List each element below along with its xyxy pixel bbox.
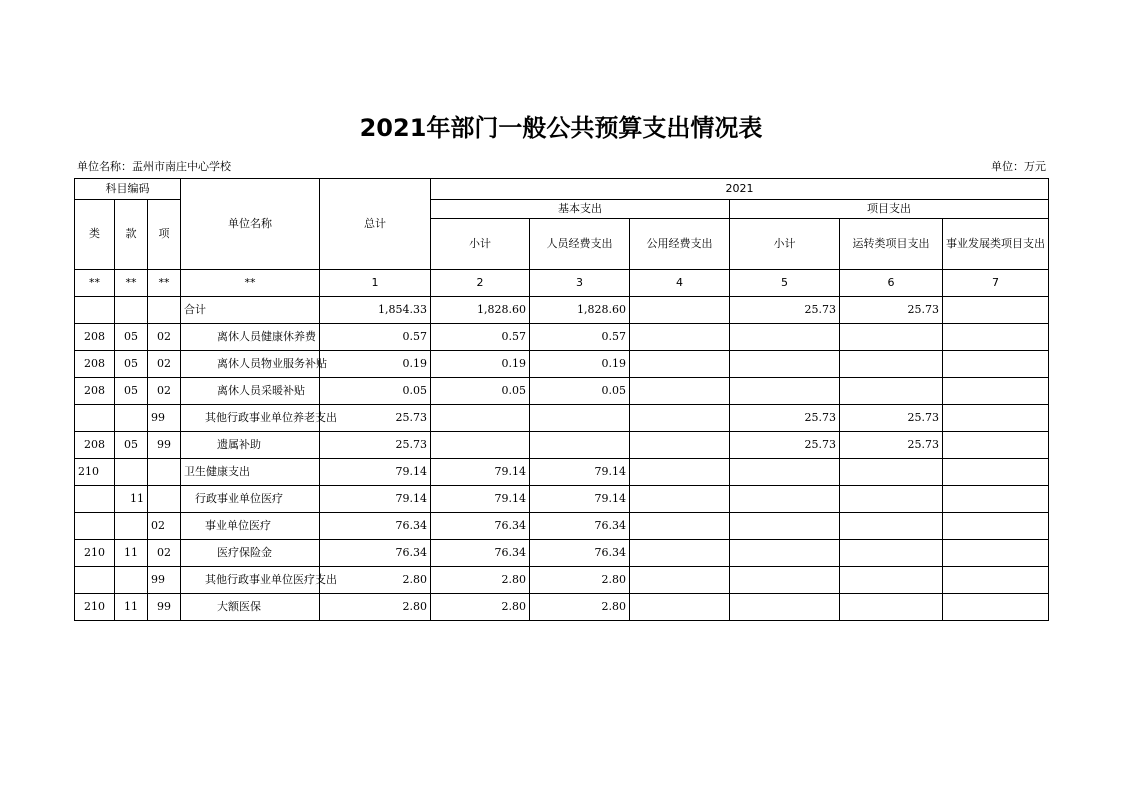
total-header: 总计 (320, 179, 431, 270)
public-cell (630, 594, 730, 621)
year-header: 2021 (431, 179, 1049, 200)
development-cell (943, 594, 1049, 621)
total-cell: 79.14 (320, 486, 431, 513)
table-row (75, 324, 1049, 351)
personnel-cell (530, 432, 630, 459)
total-cell: 0.57 (320, 324, 431, 351)
table-row (75, 567, 1049, 594)
project-expense-header: 项目支出 (730, 200, 1049, 219)
project-subtotal-cell: 25.73 (730, 297, 840, 324)
item-name-cell: 其他行政事业单位养老支出 (181, 405, 320, 432)
operation-cell (840, 351, 943, 378)
basic-subtotal-cell: 79.14 (431, 486, 530, 513)
table-row (75, 432, 1049, 459)
public-cell (630, 567, 730, 594)
code-row (75, 270, 1049, 297)
personnel-header: 人员经费支出 (530, 219, 630, 270)
basic-subtotal-cell: 2.80 (431, 567, 530, 594)
code-cell: ** (181, 270, 320, 297)
personnel-cell: 76.34 (530, 513, 630, 540)
total-cell: 2.80 (320, 594, 431, 621)
kuan-cell: 05 (115, 378, 148, 405)
unit-label: 单位：万元 (991, 160, 1046, 173)
code-cell: 7 (943, 270, 1049, 297)
lei-cell: 210 (75, 459, 115, 486)
total-cell: 25.73 (320, 432, 431, 459)
development-header: 事业发展类项目支出 (943, 219, 1049, 270)
lei-cell: 208 (75, 432, 115, 459)
lei-cell: 208 (75, 378, 115, 405)
basic-subtotal-cell: 0.05 (431, 378, 530, 405)
project-subtotal-cell (730, 378, 840, 405)
personnel-cell: 0.57 (530, 324, 630, 351)
xiang-cell: 02 (148, 324, 181, 351)
operation-cell (840, 567, 943, 594)
table-row (75, 486, 1049, 513)
item-name-cell: 事业单位医疗 (181, 513, 320, 540)
item-name-cell: 合计 (181, 297, 320, 324)
personnel-cell: 2.80 (530, 567, 630, 594)
total-cell: 1,854.33 (320, 297, 431, 324)
development-cell (943, 513, 1049, 540)
basic-subtotal-cell: 76.34 (431, 513, 530, 540)
project-subtotal-header: 小计 (730, 219, 840, 270)
kuan-cell: 05 (115, 351, 148, 378)
code-cell: 3 (530, 270, 630, 297)
basic-subtotal-cell (431, 405, 530, 432)
kuan-cell (115, 459, 148, 486)
operation-cell (840, 459, 943, 486)
kuan-header: 款 (115, 200, 148, 270)
total-cell: 0.05 (320, 378, 431, 405)
item-name-cell: 离休人员物业服务补贴 (181, 351, 320, 378)
lei-cell: 210 (75, 540, 115, 567)
xiang-cell: 99 (148, 432, 181, 459)
xiang-header: 项 (148, 200, 181, 270)
personnel-cell: 76.34 (530, 540, 630, 567)
basic-subtotal-cell: 0.57 (431, 324, 530, 351)
kuan-cell: 05 (115, 432, 148, 459)
xiang-cell: 02 (148, 513, 181, 540)
development-cell (943, 378, 1049, 405)
code-cell: 6 (840, 270, 943, 297)
personnel-cell: 2.80 (530, 594, 630, 621)
lei-cell: 208 (75, 351, 115, 378)
kuan-cell (115, 513, 148, 540)
public-cell (630, 297, 730, 324)
development-cell (943, 459, 1049, 486)
xiang-cell: 02 (148, 378, 181, 405)
project-subtotal-cell (730, 594, 840, 621)
basic-subtotal-cell (431, 432, 530, 459)
table-row (75, 459, 1049, 486)
operation-cell (840, 540, 943, 567)
project-subtotal-cell (730, 459, 840, 486)
lei-cell: 210 (75, 594, 115, 621)
operation-cell (840, 513, 943, 540)
table-row (75, 405, 1049, 432)
project-subtotal-cell (730, 513, 840, 540)
total-cell: 76.34 (320, 540, 431, 567)
unit-name-header: 单位名称 (181, 179, 320, 270)
code-cell: ** (115, 270, 148, 297)
total-cell: 2.80 (320, 567, 431, 594)
development-cell (943, 486, 1049, 513)
public-cell (630, 378, 730, 405)
project-subtotal-cell (730, 351, 840, 378)
total-cell: 76.34 (320, 513, 431, 540)
total-cell: 25.73 (320, 405, 431, 432)
budget-table (74, 178, 1049, 621)
xiang-cell (148, 297, 181, 324)
public-cell (630, 351, 730, 378)
public-cell (630, 540, 730, 567)
lei-cell (75, 567, 115, 594)
basic-subtotal-header: 小计 (431, 219, 530, 270)
project-subtotal-cell (730, 324, 840, 351)
development-cell (943, 567, 1049, 594)
lei-cell (75, 486, 115, 513)
lei-cell (75, 513, 115, 540)
public-cell (630, 405, 730, 432)
kuan-cell: 11 (115, 540, 148, 567)
xiang-cell: 99 (148, 567, 181, 594)
project-subtotal-cell: 25.73 (730, 432, 840, 459)
kuan-cell (115, 567, 148, 594)
personnel-cell: 0.19 (530, 351, 630, 378)
item-name-cell: 大额医保 (181, 594, 320, 621)
item-name-cell: 医疗保险金 (181, 540, 320, 567)
xiang-cell: 02 (148, 540, 181, 567)
table-row (75, 351, 1049, 378)
public-cell (630, 459, 730, 486)
total-cell: 79.14 (320, 459, 431, 486)
subject-code-header: 科目编码 (75, 179, 181, 200)
public-cell (630, 513, 730, 540)
lei-cell (75, 405, 115, 432)
table-row (75, 513, 1049, 540)
item-name-cell: 离休人员健康休养费 (181, 324, 320, 351)
kuan-cell (115, 405, 148, 432)
kuan-cell: 11 (115, 594, 148, 621)
personnel-cell: 79.14 (530, 459, 630, 486)
personnel-cell (530, 405, 630, 432)
xiang-cell: 99 (148, 594, 181, 621)
code-cell: 4 (630, 270, 730, 297)
personnel-cell: 0.05 (530, 378, 630, 405)
personnel-cell: 79.14 (530, 486, 630, 513)
table-row (75, 594, 1049, 621)
operation-cell (840, 486, 943, 513)
operation-cell: 25.73 (840, 297, 943, 324)
basic-subtotal-cell: 76.34 (431, 540, 530, 567)
kuan-cell: 05 (115, 324, 148, 351)
operation-cell (840, 378, 943, 405)
public-cell (630, 324, 730, 351)
item-name-cell: 卫生健康支出 (181, 459, 320, 486)
kuan-cell (115, 297, 148, 324)
code-cell: 1 (320, 270, 431, 297)
operation-cell (840, 594, 943, 621)
xiang-cell (148, 459, 181, 486)
code-cell: 5 (730, 270, 840, 297)
xiang-cell (148, 486, 181, 513)
table-row (75, 378, 1049, 405)
development-cell (943, 540, 1049, 567)
basic-subtotal-cell: 79.14 (431, 459, 530, 486)
development-cell (943, 432, 1049, 459)
table-row (75, 540, 1049, 567)
kuan-cell: 11 (115, 486, 148, 513)
personnel-cell: 1,828.60 (530, 297, 630, 324)
operation-header: 运转类项目支出 (840, 219, 943, 270)
xiang-cell: 99 (148, 405, 181, 432)
code-cell: 2 (431, 270, 530, 297)
item-name-cell: 行政事业单位医疗 (181, 486, 320, 513)
project-subtotal-cell: 25.73 (730, 405, 840, 432)
lei-header: 类 (75, 200, 115, 270)
public-header: 公用经费支出 (630, 219, 730, 270)
code-cell: ** (148, 270, 181, 297)
development-cell (943, 297, 1049, 324)
total-cell: 0.19 (320, 351, 431, 378)
item-name-cell: 遗属补助 (181, 432, 320, 459)
lei-cell (75, 297, 115, 324)
public-cell (630, 486, 730, 513)
operation-cell (840, 324, 943, 351)
unit-name-label: 单位名称：盂州市南庄中心学校 (77, 160, 231, 173)
public-cell (630, 432, 730, 459)
xiang-cell: 02 (148, 351, 181, 378)
item-name-cell: 离休人员采暖补贴 (181, 378, 320, 405)
project-subtotal-cell (730, 567, 840, 594)
basic-subtotal-cell: 0.19 (431, 351, 530, 378)
development-cell (943, 405, 1049, 432)
operation-cell: 25.73 (840, 432, 943, 459)
basic-subtotal-cell: 1,828.60 (431, 297, 530, 324)
operation-cell: 25.73 (840, 405, 943, 432)
table-row (75, 297, 1049, 324)
lei-cell: 208 (75, 324, 115, 351)
item-name-cell: 其他行政事业单位医疗支出 (181, 567, 320, 594)
basic-subtotal-cell: 2.80 (431, 594, 530, 621)
code-cell: ** (75, 270, 115, 297)
project-subtotal-cell (730, 540, 840, 567)
project-subtotal-cell (730, 486, 840, 513)
development-cell (943, 324, 1049, 351)
development-cell (943, 351, 1049, 378)
header-row-1 (75, 179, 1049, 200)
page-title: 2021年部门一般公共预算支出情况表 (359, 114, 763, 142)
basic-expense-header: 基本支出 (431, 200, 730, 219)
